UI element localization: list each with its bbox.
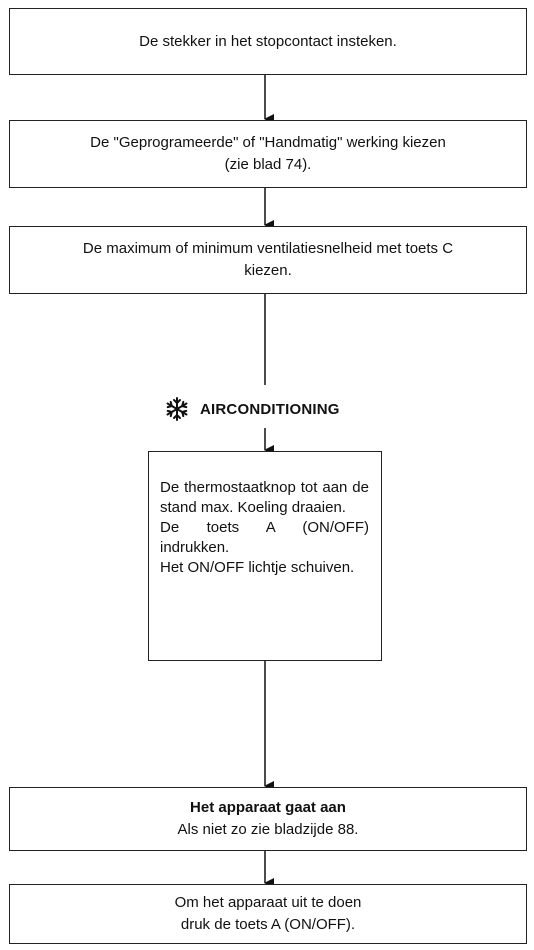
step-device-on (9, 787, 527, 851)
step-choose-mode-line2: (zie blad 74). (224, 156, 312, 173)
step-fan-speed (9, 226, 527, 294)
step-choose-mode-line1: De "Geprogrameerde" of "Handmatig" werking kiezen (90, 134, 446, 151)
device-on-note: Als niet zo zie bladzijde 88. (177, 821, 359, 838)
device-on-title: Het apparaat gaat aan (190, 799, 346, 816)
switch-off-line1: Om het apparaat uit te doen (174, 894, 362, 911)
mode-airconditioning (164, 394, 340, 424)
airco-action-3: Het ON/OFF lichtje schuiven. (160, 559, 355, 576)
airco-action-1: De thermostaatknop tot aan de stand max. Koeling draaien. (160, 479, 369, 516)
step-switch-off (9, 884, 527, 944)
step-plug-in-text: De stekker in het stopcontact insteken. (139, 32, 397, 50)
snowflake-icon (164, 396, 190, 422)
airco-action-2: De toets A (ON/OFF) indrukken. (160, 519, 369, 556)
step-plug-in (9, 8, 527, 75)
step-fan-speed-line2: kiezen. (244, 262, 292, 279)
step-fan-speed-line1: De maximum of minimum ventilatiesnelheid met toets C (82, 240, 454, 257)
mode-label-text: AIRCONDITIONING (200, 400, 340, 418)
step-choose-mode (9, 120, 527, 188)
switch-off-line2: druk de toets A (ON/OFF). (180, 916, 356, 933)
step-airco-actions (148, 451, 382, 661)
